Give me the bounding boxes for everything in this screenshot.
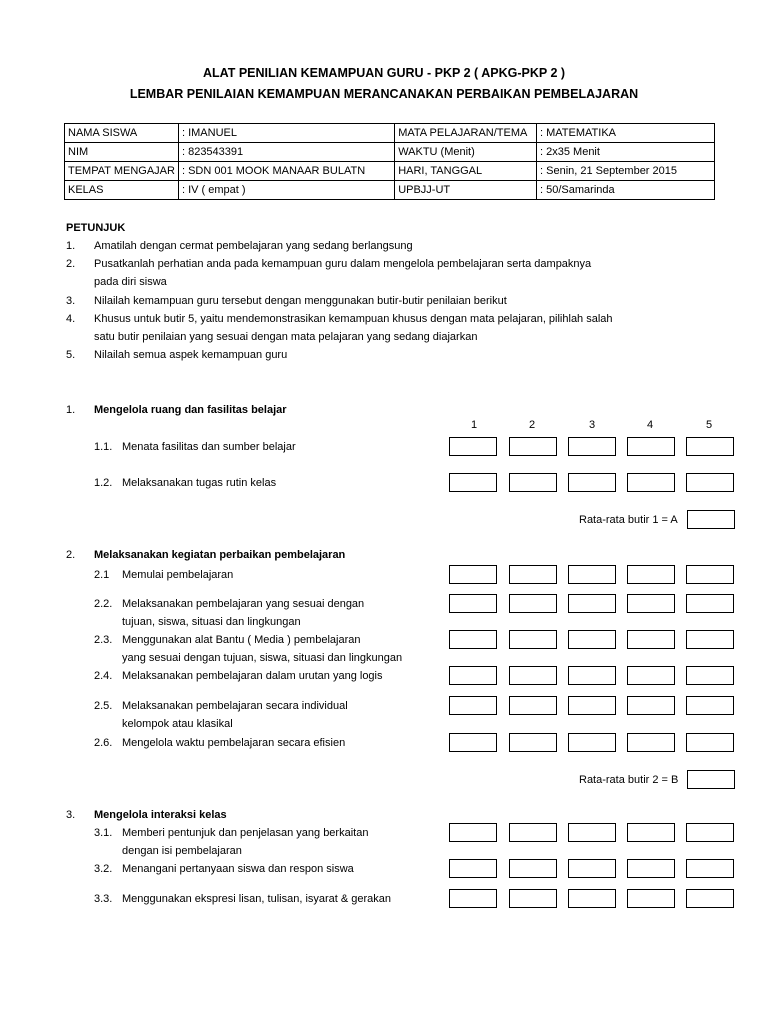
score-box-1[interactable] <box>449 630 497 649</box>
score-box-2[interactable] <box>509 437 557 456</box>
score-box-1[interactable] <box>449 859 497 878</box>
section-title: Mengelola interaksi kelas <box>94 809 227 821</box>
score-box-5[interactable] <box>686 859 734 878</box>
item-text: dengan isi pembelajaran <box>122 845 242 857</box>
score-box-2[interactable] <box>509 823 557 842</box>
score-box-2[interactable] <box>509 859 557 878</box>
item-num: 3.1. <box>94 827 113 839</box>
item-text: Menangani pertanyaan siswa dan respon siswa <box>122 863 354 875</box>
value-waktu: : 2x35 Menit <box>537 143 715 162</box>
score-box-1[interactable] <box>449 733 497 752</box>
summary-label-a: Rata-rata butir 1 = A <box>579 514 678 526</box>
score-box-1[interactable] <box>449 823 497 842</box>
value-tempat-mengajar: : SDN 001 MOOK MANAAR BULATN <box>178 162 394 181</box>
item-num: 2.1 <box>94 569 110 581</box>
score-box-3[interactable] <box>568 823 616 842</box>
item-text: Melaksanakan pembelajaran dalam urutan yang logis <box>122 670 383 682</box>
score-box-5[interactable] <box>686 823 734 842</box>
score-box-4[interactable] <box>627 473 675 492</box>
item-num: 1.2. <box>94 477 113 489</box>
label-nim: NIM <box>65 143 179 162</box>
label-kelas: KELAS <box>65 181 179 200</box>
score-box-3[interactable] <box>568 565 616 584</box>
score-box-3[interactable] <box>568 630 616 649</box>
score-box-4[interactable] <box>627 889 675 908</box>
value-mata-pelajaran: : MATEMATIKA <box>537 124 715 143</box>
score-box-3[interactable] <box>568 859 616 878</box>
section-title: Mengelola ruang dan fasilitas belajar <box>94 404 287 416</box>
item-num: 3.3. <box>94 893 113 905</box>
score-box-5[interactable] <box>686 437 734 456</box>
score-box-2[interactable] <box>509 565 557 584</box>
value-nama-siswa: : IMANUEL <box>178 124 394 143</box>
item-text: Memulai pembelajaran <box>122 569 234 581</box>
petunjuk-num: 1. <box>66 240 76 252</box>
item-text: Mengelola waktu pembelajaran secara efisien <box>122 737 346 749</box>
score-box-1[interactable] <box>449 889 497 908</box>
score-box-2[interactable] <box>509 889 557 908</box>
identity-table <box>64 123 715 200</box>
score-box-4[interactable] <box>627 594 675 613</box>
table-row <box>65 143 715 162</box>
form-subtitle: LEMBAR PENILAIAN KEMAMPUAN MERANCANAKAN PERBAIKAN PEMBELAJARAN <box>129 87 639 101</box>
value-nim: : 823543391 <box>178 143 394 162</box>
item-num: 2.4. <box>94 670 113 682</box>
score-box-4[interactable] <box>627 437 675 456</box>
value-hari-tanggal: : Senin, 21 September 2015 <box>537 162 715 181</box>
item-text: Melaksanakan tugas rutin kelas <box>122 477 277 489</box>
score-box-2[interactable] <box>509 666 557 685</box>
score-box-5[interactable] <box>686 630 734 649</box>
score-box-4[interactable] <box>627 630 675 649</box>
item-num: 2.5. <box>94 700 113 712</box>
item-text: tujuan, siswa, situasi dan lingkungan <box>122 616 301 628</box>
item-num: 2.3. <box>94 634 113 646</box>
petunjuk-text: Amatilah dengan cermat pembelajaran yang sedang berlangsung <box>94 240 413 252</box>
score-box-2[interactable] <box>509 473 557 492</box>
item-text: Menggunakan ekspresi lisan, tulisan, isyarat & gerakan <box>122 893 392 905</box>
score-box-4[interactable] <box>627 823 675 842</box>
item-text: Melaksanakan pembelajaran yang sesuai dengan <box>122 598 365 610</box>
score-box-5[interactable] <box>686 696 734 715</box>
value-kelas: : IV ( empat ) <box>178 181 394 200</box>
item-num: 2.2. <box>94 598 113 610</box>
item-num: 3.2. <box>94 863 113 875</box>
score-box-1[interactable] <box>449 696 497 715</box>
petunjuk-text: Khusus untuk butir 5, yaitu mendemonstrasikan kemampuan khusus dengan mata pelajaran, pilihlah salah <box>94 313 613 325</box>
score-box-3[interactable] <box>568 666 616 685</box>
section-num: 1. <box>66 404 76 416</box>
scale-label-5: 5 <box>706 419 713 431</box>
item-num: 1.1. <box>94 441 113 453</box>
item-text: yang sesuai dengan tujuan, siswa, situasi dan lingkungan <box>122 652 403 664</box>
section-title: Melaksanakan kegiatan perbaikan pembelajaran <box>94 549 346 561</box>
score-box-1[interactable] <box>449 437 497 456</box>
petunjuk-heading: PETUNJUK <box>66 222 126 234</box>
petunjuk-text: pada diri siswa <box>94 276 167 288</box>
score-box-3[interactable] <box>568 889 616 908</box>
petunjuk-text: satu butir penilaian yang sesuai dengan mata pelajaran yang sedang diajarkan <box>94 331 478 343</box>
item-text: Menata fasilitas dan sumber belajar <box>122 441 296 453</box>
score-box-1[interactable] <box>449 565 497 584</box>
summary-label-b: Rata-rata butir 2 = B <box>579 774 679 786</box>
label-hari-tanggal: HARI, TANGGAL <box>395 162 537 181</box>
score-box-1[interactable] <box>449 666 497 685</box>
score-box-1[interactable] <box>449 473 497 492</box>
score-box-4[interactable] <box>627 859 675 878</box>
scale-label-4: 4 <box>647 419 654 431</box>
petunjuk-num: 5. <box>66 349 76 361</box>
petunjuk-text: Nilailah semua aspek kemampuan guru <box>94 349 288 361</box>
score-box-5[interactable] <box>686 594 734 613</box>
item-num: 2.6. <box>94 737 113 749</box>
score-box-3[interactable] <box>568 594 616 613</box>
score-box-5[interactable] <box>686 565 734 584</box>
table-row <box>65 181 715 200</box>
petunjuk-num: 3. <box>66 295 76 307</box>
score-box-3[interactable] <box>568 696 616 715</box>
petunjuk-num: 2. <box>66 258 76 270</box>
average-b-field[interactable] <box>687 770 735 789</box>
score-box-5[interactable] <box>686 733 734 752</box>
score-box-2[interactable] <box>509 696 557 715</box>
score-box-5[interactable] <box>686 473 734 492</box>
score-box-4[interactable] <box>627 733 675 752</box>
score-box-3[interactable] <box>568 437 616 456</box>
item-text: Menggunakan alat Bantu ( Media ) pembelajaran <box>122 634 361 646</box>
scale-label-1: 1 <box>471 419 478 431</box>
petunjuk-num: 4. <box>66 313 76 325</box>
label-tempat-mengajar: TEMPAT MENGAJAR <box>65 162 179 181</box>
average-a-field[interactable] <box>687 510 735 529</box>
scale-label-3: 3 <box>589 419 596 431</box>
score-box-2[interactable] <box>509 594 557 613</box>
petunjuk-text: Pusatkanlah perhatian anda pada kemampuan guru dalam mengelola pembelajaran serta dampaknya <box>94 258 592 270</box>
score-box-1[interactable] <box>449 594 497 613</box>
item-text: Melaksanakan pembelajaran secara individual <box>122 700 348 712</box>
form-title: ALAT PENILIAN KEMAMPUAN GURU - PKP 2 ( APKG-PKP 2 ) <box>202 66 566 80</box>
label-mata-pelajaran: MATA PELAJARAN/TEMA <box>395 124 537 143</box>
section-num: 2. <box>66 549 76 561</box>
petunjuk-text: Nilailah kemampuan guru tersebut dengan menggunakan butir-butir penilaian berikut <box>94 295 507 307</box>
score-box-5[interactable] <box>686 889 734 908</box>
score-box-4[interactable] <box>627 565 675 584</box>
score-box-4[interactable] <box>627 666 675 685</box>
score-box-2[interactable] <box>509 630 557 649</box>
score-box-2[interactable] <box>509 733 557 752</box>
label-nama-siswa: NAMA SISWA <box>65 124 179 143</box>
section-num: 3. <box>66 809 76 821</box>
scale-label-2: 2 <box>529 419 536 431</box>
score-box-4[interactable] <box>627 696 675 715</box>
score-box-3[interactable] <box>568 473 616 492</box>
score-box-5[interactable] <box>686 666 734 685</box>
value-upbjj: : 50/Samarinda <box>537 181 715 200</box>
table-row <box>65 124 715 143</box>
table-row <box>65 162 715 181</box>
item-text: kelompok atau klasikal <box>122 718 233 730</box>
label-waktu: WAKTU (Menit) <box>395 143 537 162</box>
score-box-3[interactable] <box>568 733 616 752</box>
label-upbjj: UPBJJ-UT <box>395 181 537 200</box>
item-text: Memberi pentunjuk dan penjelasan yang berkaitan <box>122 827 369 839</box>
